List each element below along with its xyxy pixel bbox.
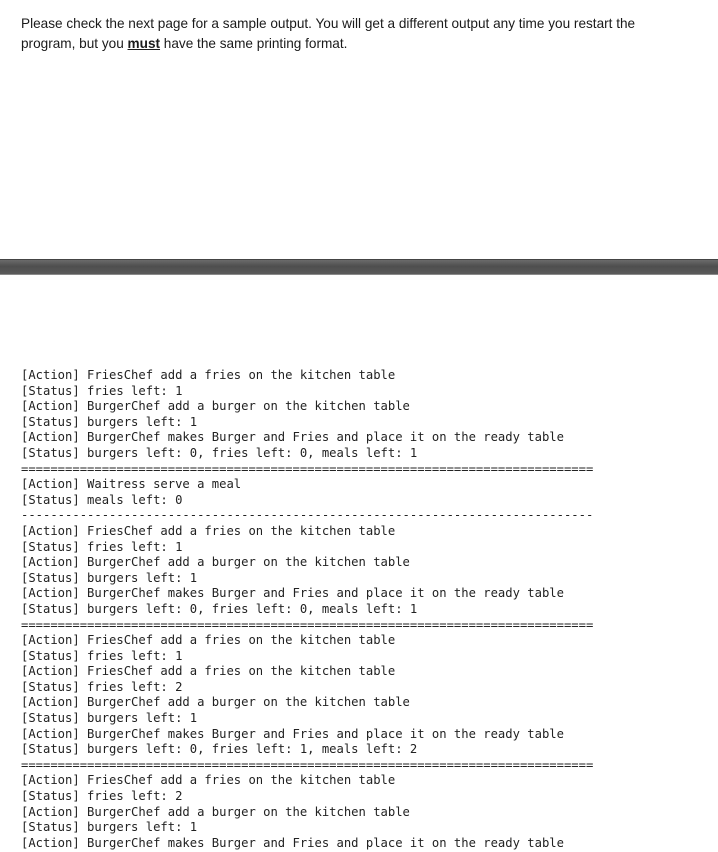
output-line: [Action] Waitress serve a meal	[21, 477, 242, 492]
separator-line: ==============================================================================	[21, 617, 594, 632]
separator-line: ==============================================================================	[21, 757, 594, 772]
output-line: [Status] burgers left: 1	[21, 820, 198, 835]
output-line: [Action] BurgerChef makes Burger and Fries and place it on the ready table	[21, 726, 564, 741]
output-line: [Action] BurgerChef makes Burger and Fries and place it on the ready table	[21, 430, 564, 445]
instruction-paragraph	[21, 14, 681, 54]
page-break-divider	[0, 259, 718, 275]
instruction-text-start: Please check the next page for a sample output. You will get a different output any time you restart the program, but you	[21, 16, 636, 51]
separator-line: ------------------------------------------------------------------------------	[21, 508, 594, 523]
output-line: [Action] BurgerChef add a burger on the kitchen table	[21, 804, 410, 819]
output-line: [Status] fries left: 2	[21, 679, 183, 694]
output-line: [Action] BurgerChef makes Burger and Fries and place it on the ready table	[21, 835, 564, 850]
output-line: [Status] burgers left: 1	[21, 570, 198, 585]
output-line: [Action] BurgerChef makes Burger and Fries and place it on the ready table	[21, 586, 564, 601]
output-line: [Action] BurgerChef add a burger on the kitchen table	[21, 555, 410, 570]
output-line: [Status] burgers left: 0, fries left: 0, meals left: 1	[21, 601, 418, 616]
output-line: [Action] FriesChef add a fries on the kitchen table	[21, 664, 396, 679]
instruction-text-end: have the same printing format.	[160, 36, 348, 51]
output-line: [Status] fries left: 2	[21, 789, 183, 804]
instruction-emphasis: must	[127, 36, 161, 51]
output-line: [Status] fries left: 1	[21, 383, 183, 398]
sample-program-output	[21, 368, 701, 851]
output-line: [Status] fries left: 1	[21, 539, 183, 554]
output-line: [Action] BurgerChef add a burger on the kitchen table	[21, 399, 410, 414]
output-line: [Status] fries left: 1	[21, 648, 183, 663]
output-line: [Status] meals left: 0	[21, 492, 183, 507]
output-line: [Action] FriesChef add a fries on the kitchen table	[21, 523, 396, 538]
output-line: [Status] burgers left: 0, fries left: 1, meals left: 2	[21, 742, 418, 757]
output-line: [Status] burgers left: 1	[21, 711, 198, 726]
output-line: [Status] burgers left: 0, fries left: 0, meals left: 1	[21, 445, 418, 460]
output-line: [Action] BurgerChef add a burger on the kitchen table	[21, 695, 410, 710]
output-line: [Action] FriesChef add a fries on the kitchen table	[21, 368, 396, 382]
output-line: [Action] FriesChef add a fries on the kitchen table	[21, 773, 396, 788]
output-line: [Status] burgers left: 1	[21, 414, 198, 429]
separator-line: ==============================================================================	[21, 461, 594, 476]
output-line: [Action] FriesChef add a fries on the kitchen table	[21, 633, 396, 648]
